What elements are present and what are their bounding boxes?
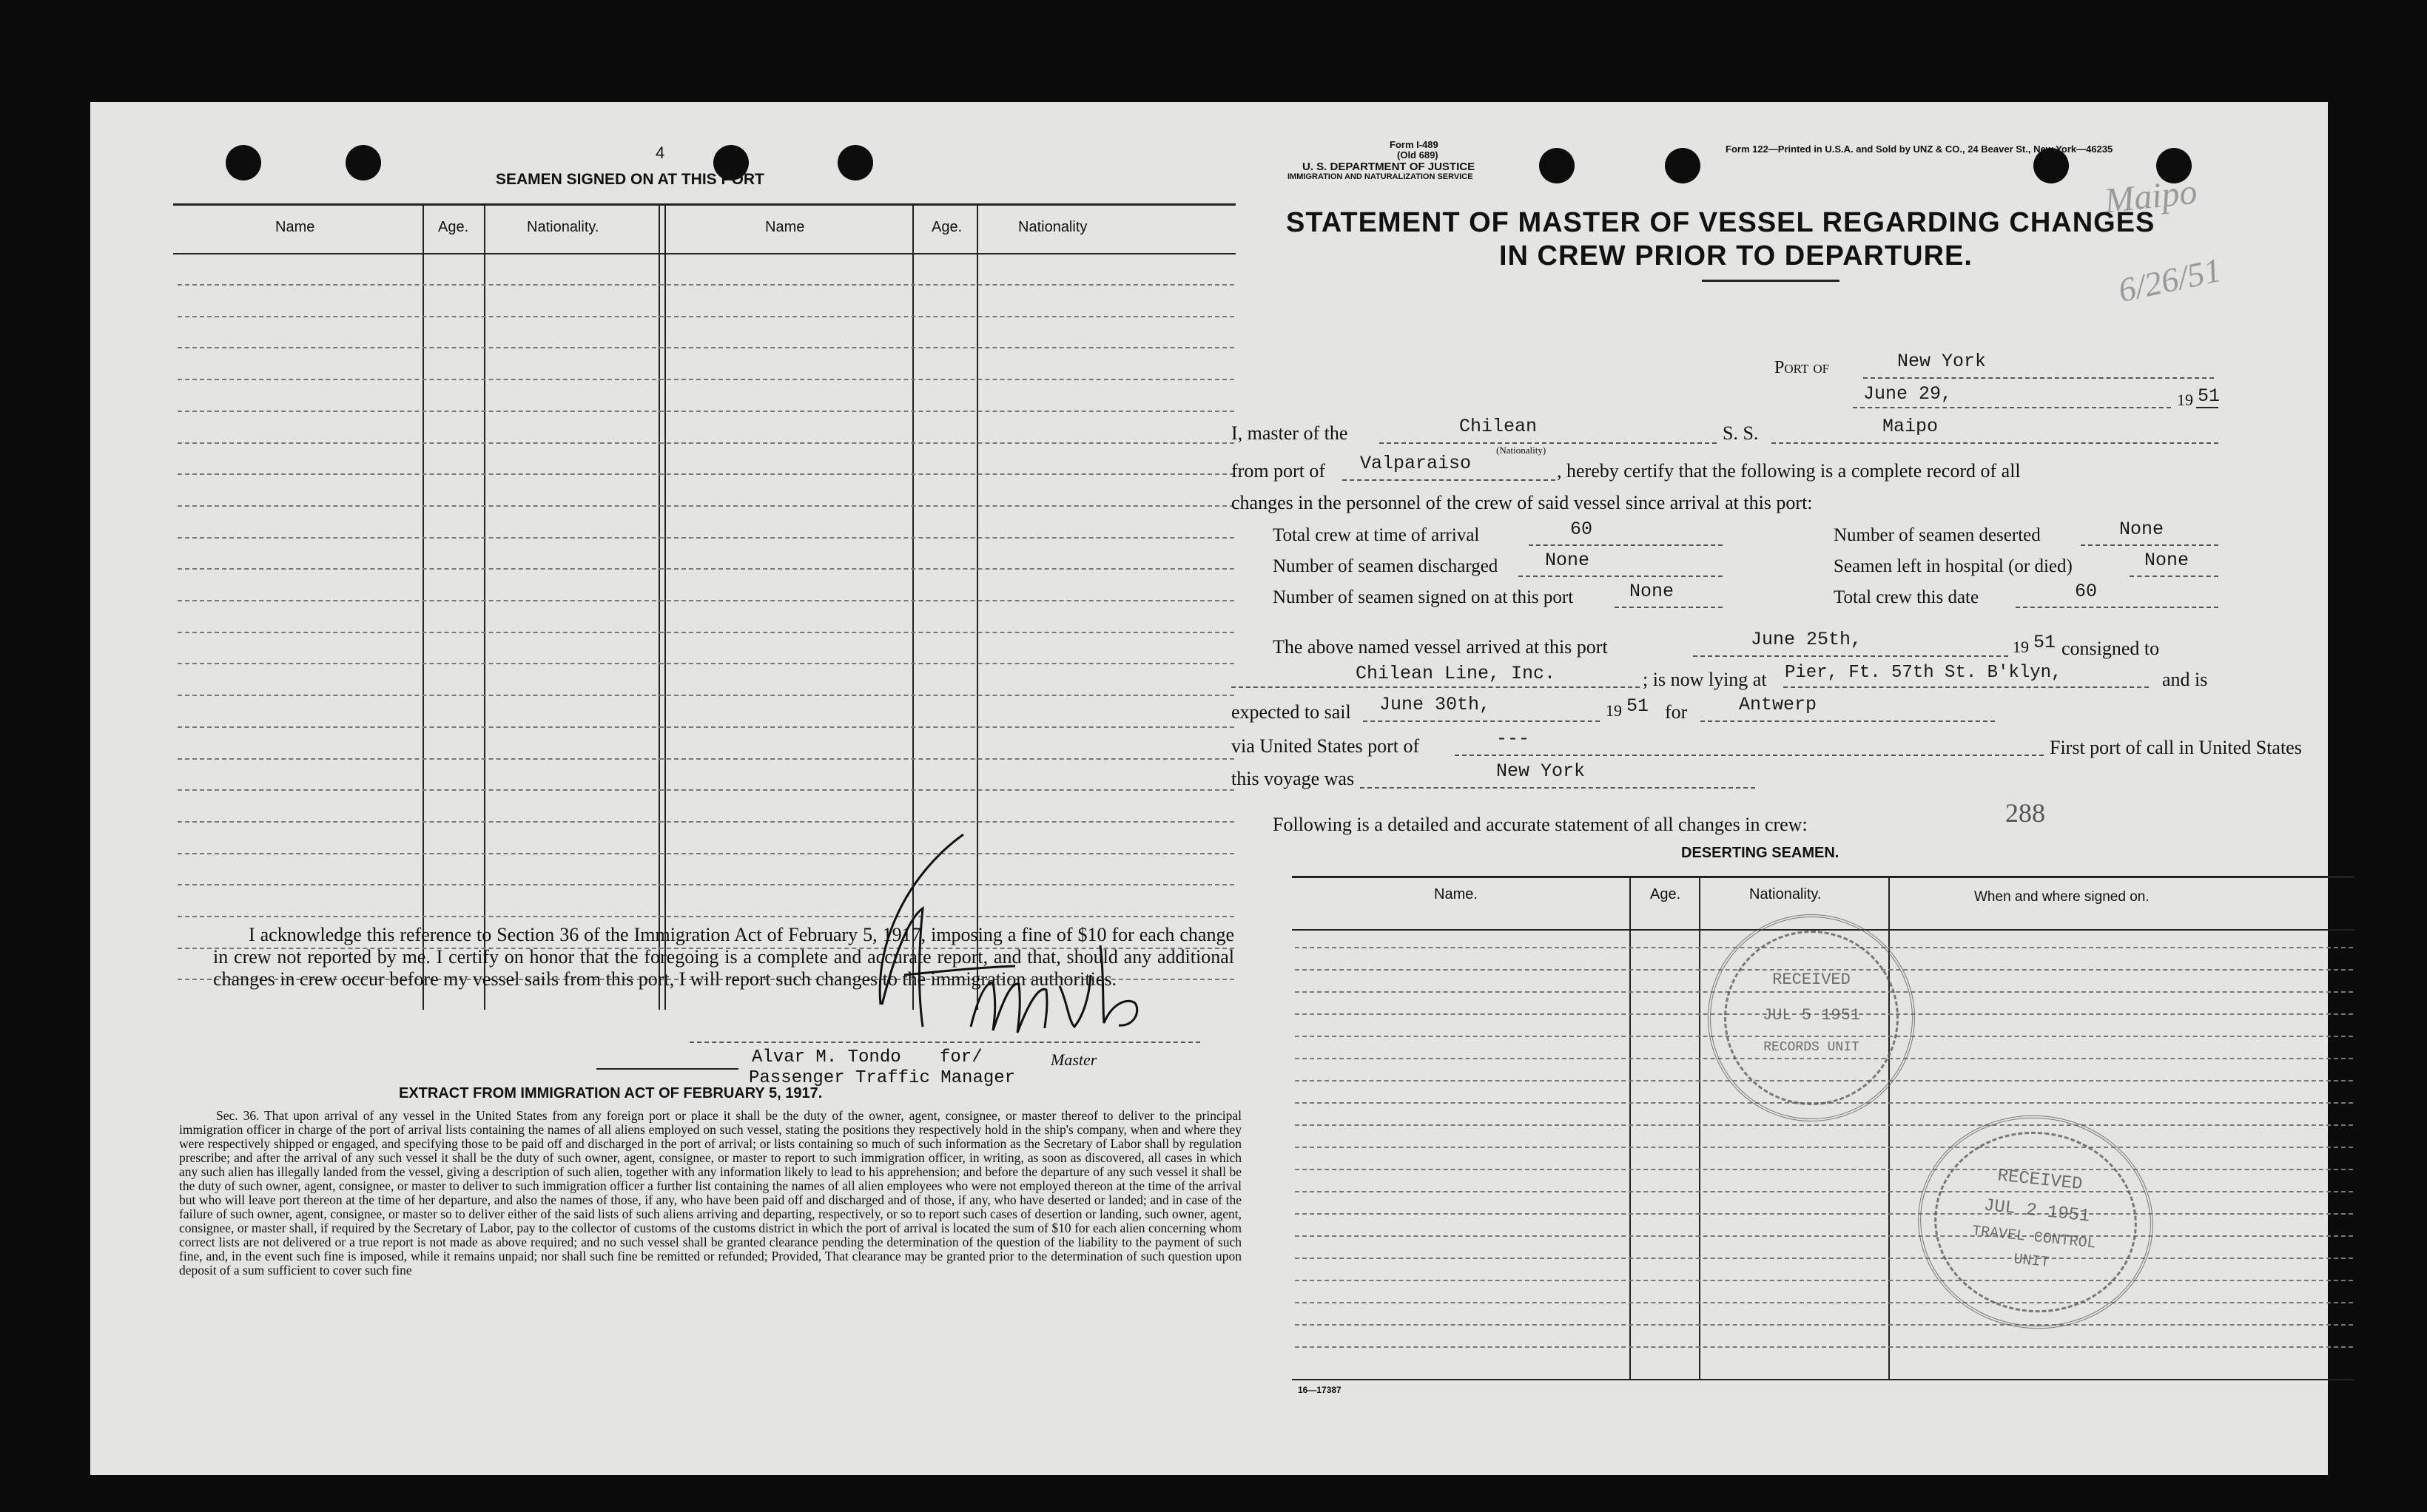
arrived-year-value: 51 — [2033, 632, 2056, 653]
table-row — [178, 821, 1234, 823]
table-row — [178, 537, 1234, 539]
crew-date-label: Total crew this date — [1834, 587, 1979, 607]
col-header-age: Age. — [1650, 886, 1681, 902]
discharged-value: None — [1545, 550, 1590, 571]
port-label: Port of — [1774, 358, 1830, 377]
acknowledgement-text: I acknowledge this reference to Section 36 of the Immigration Act of February 5, 1917, imposing a fine of $10 for each change in crew not reported by me. I certify on honor that the foregoing is a complete and accurate report, and that, should any additional changes in crew occur before my vessel sails from this port, I will report such changes to the immigration authorities. — [213, 924, 1234, 990]
table-row — [178, 695, 1234, 696]
sail-year-value: 51 — [1626, 695, 1649, 717]
col-header-age-2: Age. — [932, 219, 963, 235]
arrived-label: The above named vessel arrived at this port — [1273, 636, 1608, 658]
printer-note: Form 122—Printed in U.S.A. and Sold by UNZ & CO., 24 Beaver St., New York—46235 — [1726, 144, 2113, 155]
table-row — [1295, 1258, 2353, 1259]
handwritten-signature — [793, 827, 1208, 1049]
crew-arrival-value: 60 — [1570, 519, 1593, 540]
vessel-field-line — [1771, 442, 2218, 444]
table-row — [178, 379, 1234, 380]
table-row — [178, 758, 1234, 760]
form-title-line1: STATEMENT OF MASTER OF VESSEL REGARDING CHANGES — [1286, 207, 2155, 238]
for-label: for — [1665, 701, 1688, 723]
stamp-line: RECEIVED — [1996, 1166, 2084, 1195]
table-row — [178, 347, 1234, 348]
nationality-value: Chilean — [1459, 416, 1538, 437]
column-divider — [423, 203, 424, 1010]
voyage-label: this voyage was — [1231, 768, 1355, 789]
received-stamp-records-unit — [1708, 914, 1915, 1121]
table-row — [178, 600, 1234, 601]
signed-on-field-line — [1615, 607, 1723, 608]
arrived-field-line — [1693, 655, 2008, 657]
nationality-field-line — [1379, 442, 1717, 444]
punch-hole — [838, 145, 873, 180]
table-row — [1295, 1213, 2353, 1215]
deserted-label: Number of seamen deserted — [1834, 525, 2041, 545]
table-row — [1295, 1191, 2353, 1192]
date-field-line — [1853, 407, 2171, 408]
date-value: June 29, — [1863, 383, 1953, 405]
stamp-line: JUL 5 1951 — [1762, 1006, 1861, 1025]
stamp-line: UNIT — [2013, 1251, 2050, 1272]
table-row — [1295, 1124, 2353, 1126]
crew-date-field-line — [2016, 607, 2218, 608]
table-row — [178, 789, 1234, 791]
arrived-year-prefix: 19 — [2013, 638, 2029, 656]
page-number: 4 — [656, 144, 665, 162]
col-header-age: Age. — [438, 219, 469, 235]
column-divider — [1629, 876, 1631, 1380]
signer-name: Alvar M. Tondo — [752, 1047, 901, 1067]
stamp-line: RECORDS UNIT — [1763, 1040, 1859, 1055]
table-row — [1295, 1235, 2353, 1237]
left-section-title: SEAMEN SIGNED ON AT THIS PORT — [496, 171, 764, 188]
table-row — [178, 316, 1234, 317]
punch-hole — [1665, 148, 1700, 183]
year-value: 51 — [2198, 385, 2221, 407]
table-row — [178, 568, 1234, 570]
punch-hole — [346, 145, 381, 180]
column-divider — [1699, 876, 1700, 1380]
table-rule-bottom — [1292, 1379, 2354, 1380]
year-prefix: 19 — [2177, 391, 2193, 409]
via-field-line — [1455, 755, 2044, 756]
service-name: IMMIGRATION AND NATURALIZATION SERVICE — [1287, 172, 1473, 181]
hospital-field-line — [2130, 576, 2218, 577]
footer-code: 16—17387 — [1298, 1385, 1342, 1395]
stamp-line: JUL 2 1951 — [1982, 1195, 2091, 1227]
col-header-name: Name. — [1434, 886, 1478, 902]
column-divider — [484, 203, 485, 1010]
rule — [596, 1068, 738, 1070]
punch-hole — [1539, 148, 1575, 183]
discharged-label: Number of seamen discharged — [1273, 556, 1498, 576]
following-text: Following is a detailed and accurate statement of all changes in crew: — [1273, 814, 1808, 835]
crew-date-value: 60 — [2075, 581, 2098, 602]
from-port-label: from port of — [1231, 460, 1326, 482]
column-divider — [664, 203, 666, 1010]
ss-label: S. S. — [1723, 422, 1759, 444]
consigned-label: consigned to — [2061, 638, 2160, 659]
table-row — [1295, 1324, 2353, 1326]
table-row — [178, 442, 1234, 444]
from-port-field-line — [1342, 479, 1555, 481]
vessel-value: Maipo — [1882, 416, 1939, 437]
table-row — [178, 473, 1234, 475]
destination-value: Antwerp — [1739, 694, 1817, 715]
table-row — [178, 663, 1234, 664]
master-label: Master — [1051, 1050, 1097, 1069]
column-divider — [659, 203, 660, 1010]
voyage-value: New York — [1496, 760, 1586, 782]
received-stamp-travel-control — [1908, 1104, 2164, 1340]
destination-field-line — [1700, 720, 1995, 722]
handwritten-date-note: 6/26/51 — [2115, 250, 2225, 310]
deserted-field-line — [2081, 544, 2218, 546]
table-row — [1295, 1346, 2353, 1348]
arrived-value: June 25th, — [1751, 629, 1862, 650]
signer-title: Passenger Traffic Manager — [749, 1068, 1016, 1088]
deserting-seamen-title: DESERTING SEAMEN. — [1681, 845, 1839, 861]
col-header-nationality-2: Nationality — [1018, 219, 1088, 235]
lying-label: ; is now lying at — [1643, 669, 1767, 690]
table-rule-header — [173, 253, 1236, 254]
master-of-label: I, master of the — [1231, 422, 1348, 444]
table-row — [1295, 1169, 2353, 1170]
table-rule-top — [173, 203, 1236, 206]
via-value: --- — [1496, 728, 1530, 749]
crew-arrival-field-line — [1529, 544, 1723, 546]
via-label: via United States port of — [1231, 735, 1420, 757]
sail-value: June 30th, — [1379, 694, 1491, 715]
sail-field-line — [1363, 720, 1600, 722]
stamp-line: TRAVEL CONTROL — [1970, 1223, 2097, 1253]
port-field-line — [1863, 377, 2214, 379]
port-value: New York — [1897, 351, 1987, 372]
table-row — [1295, 1280, 2353, 1281]
punch-hole — [226, 145, 261, 180]
lying-field-line — [1783, 686, 2149, 688]
lying-value: Pier, Ft. 57th St. B'klyn, — [1785, 663, 2062, 683]
department-name: U. S. DEPARTMENT OF JUSTICE — [1302, 161, 1475, 173]
signed-on-value: None — [1629, 581, 1674, 602]
table-rule-top — [1292, 876, 2354, 878]
col-header-nationality: Nationality. — [527, 219, 599, 235]
table-row — [1295, 1147, 2353, 1148]
deserted-value: None — [2119, 519, 2164, 540]
certify-text: , hereby certify that the following is a complete record of all — [1557, 460, 2021, 482]
title-underline — [1702, 280, 1839, 282]
sail-label: expected to sail — [1231, 701, 1351, 723]
hospital-value: None — [2144, 550, 2189, 571]
extract-title: EXTRACT FROM IMMIGRATION ACT OF FEBRUARY 5, 1917. — [399, 1085, 823, 1101]
table-row — [1295, 1302, 2353, 1303]
table-row — [178, 726, 1234, 728]
handwritten-corner-note: Maipo — [2102, 172, 2199, 221]
table-row — [178, 632, 1234, 633]
col-header-name: Name — [275, 219, 315, 235]
col-header-name-2: Name — [765, 219, 805, 235]
consignee-field-line — [1231, 686, 1640, 688]
discharged-field-line — [1518, 576, 1723, 577]
consignee-value: Chilean Line, Inc. — [1356, 663, 1556, 684]
table-row — [178, 411, 1234, 412]
document-sheet — [90, 102, 2328, 1475]
from-port-value: Valparaiso — [1360, 453, 1472, 474]
crew-arrival-label: Total crew at time of arrival — [1273, 525, 1480, 545]
first-port-label: First port of call in United States — [2050, 737, 2302, 758]
changes-text: changes in the personnel of the crew of said vessel since arrival at this port: — [1231, 492, 1813, 513]
signer-for: for/ — [940, 1047, 983, 1067]
table-row — [178, 505, 1234, 507]
form-number: Form I-489 — [1390, 139, 1438, 150]
form-title-line2: IN CREW PRIOR TO DEPARTURE. — [1499, 240, 1973, 271]
nationality-caption: (Nationality) — [1496, 445, 1546, 456]
extract-text: Sec. 36. That upon arrival of any vessel in the United States from any foreign port or place it shall be the duty of the owner, agent, consignee, or master thereof to deliver to the principal immigration officer in charge of the port of arrival lists containing the names of all aliens employed on such vessel, stating the positions they respectively hold in the ship's company, when and where they were respectively shipped or engaged, and specifying those to be paid off and discharged in the port of arrival; or lists containing so much of such information as the Secretary of Labor shall by regulation prescribe; and after the arrival of any such vessel it shall be the duty of such owner, agent, consignee, or master to report to such immigration officer, in writing, as soon as discovered, all cases in which any such alien has illegally landed from the vessel, giving a description of such alien, together with any information likely to lead to his apprehension; and before the departure of any such vessel it shall be the duty of such owner, agent, consignee, or master to deliver to such immigration officer a further list containing the names of all alien employees who were not employed thereon at the time of the arrival but who will leave port thereon at the time of her departure, and also the names of those, if any, who have been paid off and discharged and of those, if any, who have deserted or landed; and in case of the failure of such owner, agent, consignee, or master so to deliver either of the said lists of such aliens arriving and departing, respectively, or so to report such cases of desertion or landing, such owner, agent, consignee, or master shall, if required by the Secretary of Labor, pay to the collector of customs of the customs district in which the port of arrival is located the sum of $10 for each alien concerning whom correct lists are not delivered or a true report is not made as above required; and no such vessel shall be granted clearance pending the determination of the question of the liability to the payment of such fine, and, in the event such fine is imposed, while it remains unpaid; nor shall such fine be remitted or refunded; Provided, That clearance may be granted prior to the determination of such question upon deposit of a sum sufficient to cover such fine — [179, 1108, 1242, 1278]
hospital-label: Seamen left in hospital (or died) — [1834, 556, 2073, 576]
document-number: 288 — [2005, 798, 2045, 828]
rule — [2196, 407, 2218, 408]
and-is-text: and is — [2162, 669, 2208, 690]
table-row — [178, 284, 1234, 286]
col-header-signed-on: When and where signed on. — [1974, 889, 2150, 905]
signed-on-label: Number of seamen signed on at this port — [1273, 587, 1574, 607]
col-header-nationality: Nationality. — [1749, 886, 1822, 902]
form-old-number: (Old 689) — [1397, 149, 1438, 161]
stamp-line: RECEIVED — [1772, 971, 1851, 989]
sail-year-prefix: 19 — [1606, 701, 1622, 720]
voyage-field-line — [1360, 787, 1755, 789]
